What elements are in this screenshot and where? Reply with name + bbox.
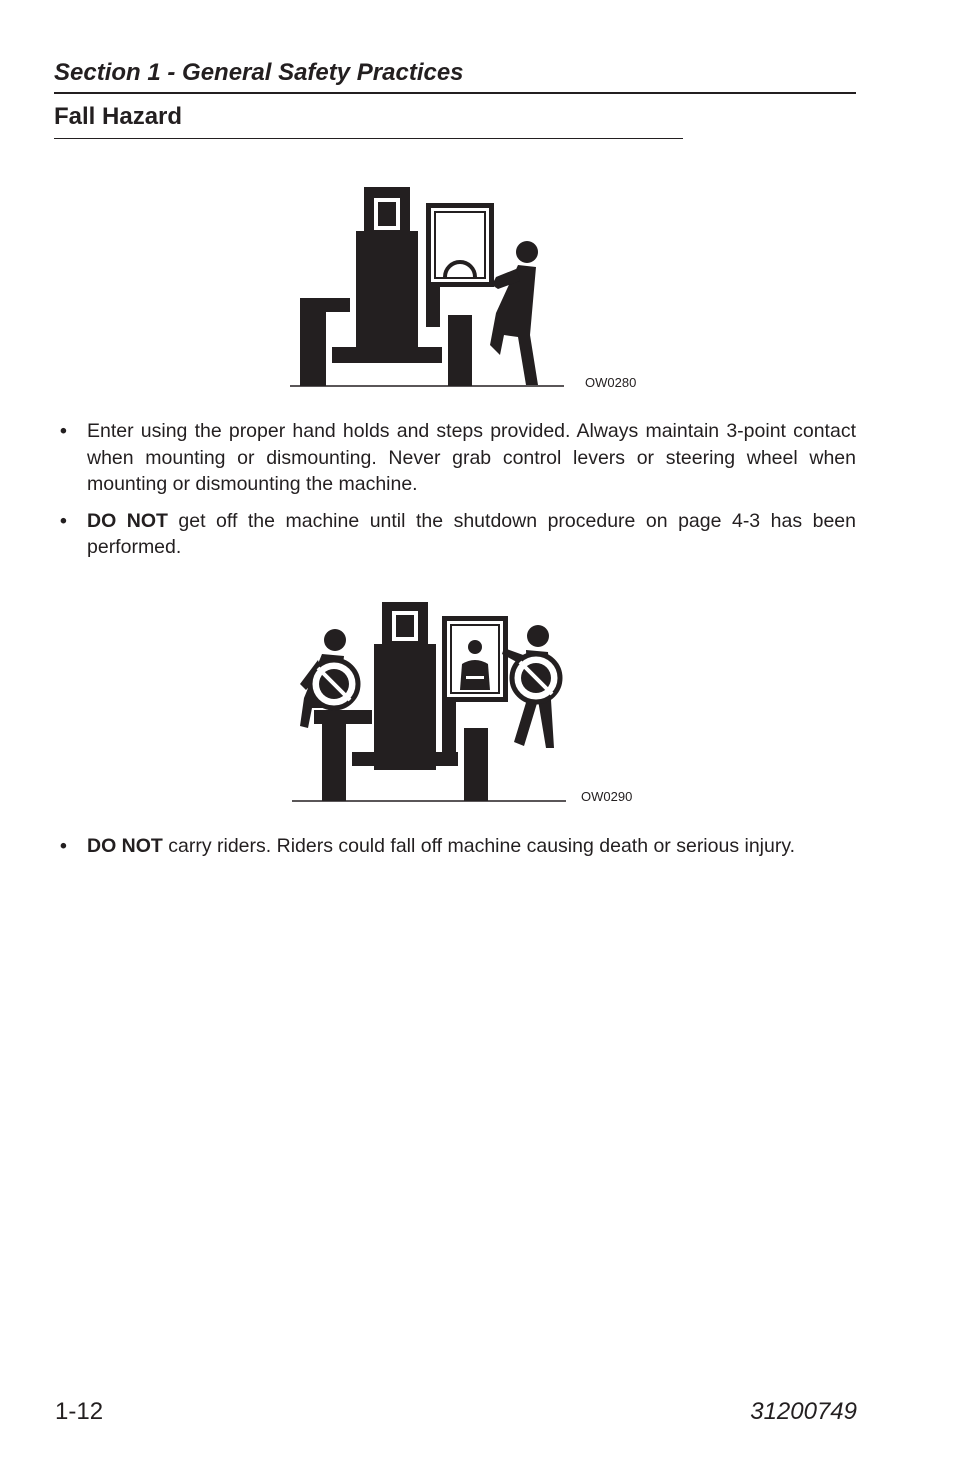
bullet-list-mounting [60,418,856,571]
bullet-marker: • [60,509,67,532]
bullet-text: Enter using the proper hand holds and steps provided. Always maintain 3-point contact when mounting or dismounting. Never grab control levers or steering wheel when mounting or dismounting the machine. [87,420,856,495]
no-riders-illustration [292,600,572,805]
list-item [60,833,856,860]
emphasis-text: DO NOT [87,509,168,532]
list-item [60,418,856,498]
page-number: 1-12 [55,1398,104,1425]
mounting-illustration [290,185,570,390]
bullet-text: carry riders. Riders could fall off machine causing death or serious injury. [162,835,796,857]
emphasis-text: DO NOT [87,835,163,857]
figure-code: OW0280 [585,375,637,390]
bullet-marker: • [60,420,67,442]
figure-code: OW0290 [581,789,633,804]
document-number: 31200749 [750,1398,857,1425]
bullet-marker: • [60,835,67,857]
bullet-list-riders [60,833,856,870]
list-item [60,508,856,561]
subsection-title: Fall Hazard [54,102,683,139]
bullet-text: get off the machine until the shutdown procedure on page 4-3 has been performed. [87,509,856,558]
section-title: Section 1 - General Safety Practices [54,58,856,94]
